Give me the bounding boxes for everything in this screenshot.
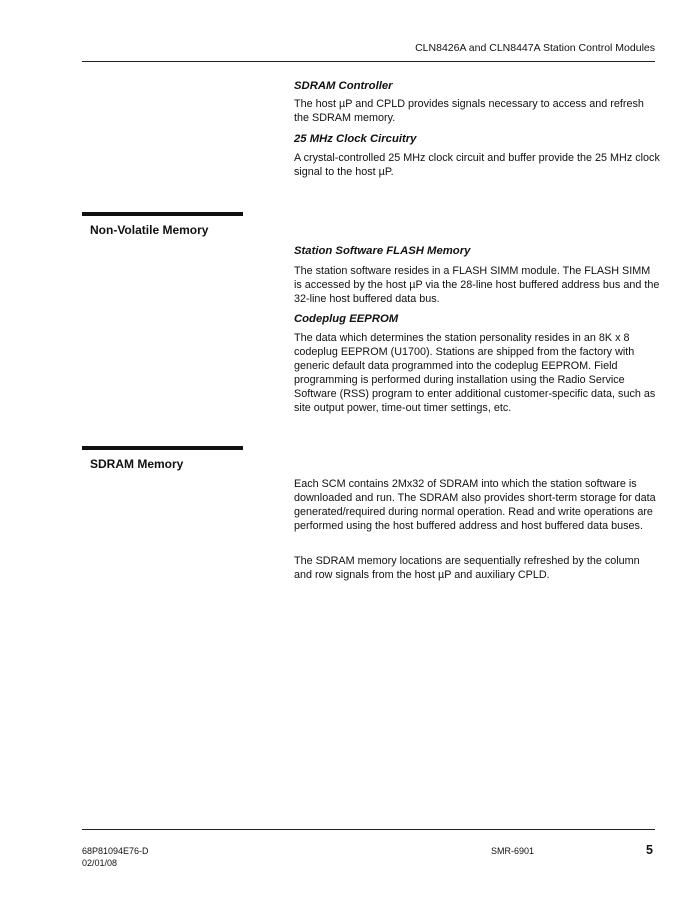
section-rule-sdram	[82, 446, 243, 450]
footer-date: 02/01/08	[82, 858, 118, 868]
header-rule	[82, 61, 655, 62]
eeprom-heading: Codeplug EEPROM	[294, 313, 399, 325]
sdram-memory-para-2: The SDRAM memory locations are sequentially refreshed by the column and row signals from the host µP and auxiliary CPLD.	[294, 555, 640, 582]
page-number: 5	[646, 843, 653, 857]
sdram-controller-text: The host µP and CPLD provides signals necessary to access and refresh the SDRAM memory.	[294, 98, 644, 125]
sdram-controller-heading: SDRAM Controller	[294, 80, 393, 92]
footer-center-code: SMR-6901	[491, 846, 535, 856]
flash-text: The station software resides in a FLASH SIMM module. The FLASH SIMM is accessed by the host µP via the 28-line host buffered address bus and the 32-line host buffered data bus.	[294, 265, 660, 306]
clock-text: A crystal-controlled 25 MHz clock circuit and buffer provide the 25 MHz clock signal to the host µP.	[294, 152, 660, 179]
footer-rule	[82, 829, 655, 830]
clock-heading: 25 MHz Clock Circuitry	[294, 133, 417, 145]
running-header: CLN8426A and CLN8447A Station Control Modules	[415, 42, 655, 54]
section-rule-nonvolatile	[82, 212, 243, 216]
nonvolatile-section-title: Non-Volatile Memory	[90, 223, 209, 237]
sdram-memory-para-1: Each SCM contains 2Mx32 of SDRAM into which the station software is downloaded and run. The SDRAM also provides short-term storage for data generated/required during normal operation. Read and write operations are performed using the host buffered address and host buffered data buses.	[294, 478, 656, 533]
footer-doc-number: 68P81094E76-D	[82, 846, 149, 856]
flash-heading: Station Software FLASH Memory	[294, 245, 471, 257]
sdram-memory-section-title: SDRAM Memory	[90, 457, 184, 471]
eeprom-text: The data which determines the station personality resides in an 8K x 8 codeplug EEPROM (U1700). Stations are shipped from the factory with generic default data programmed into the codeplug EEPROM. Field programming is performed during installation using the Radio Service Software (RSS) program to enter additional customer-specific data, such as site output power, time-out timer settings, etc.	[294, 332, 656, 415]
